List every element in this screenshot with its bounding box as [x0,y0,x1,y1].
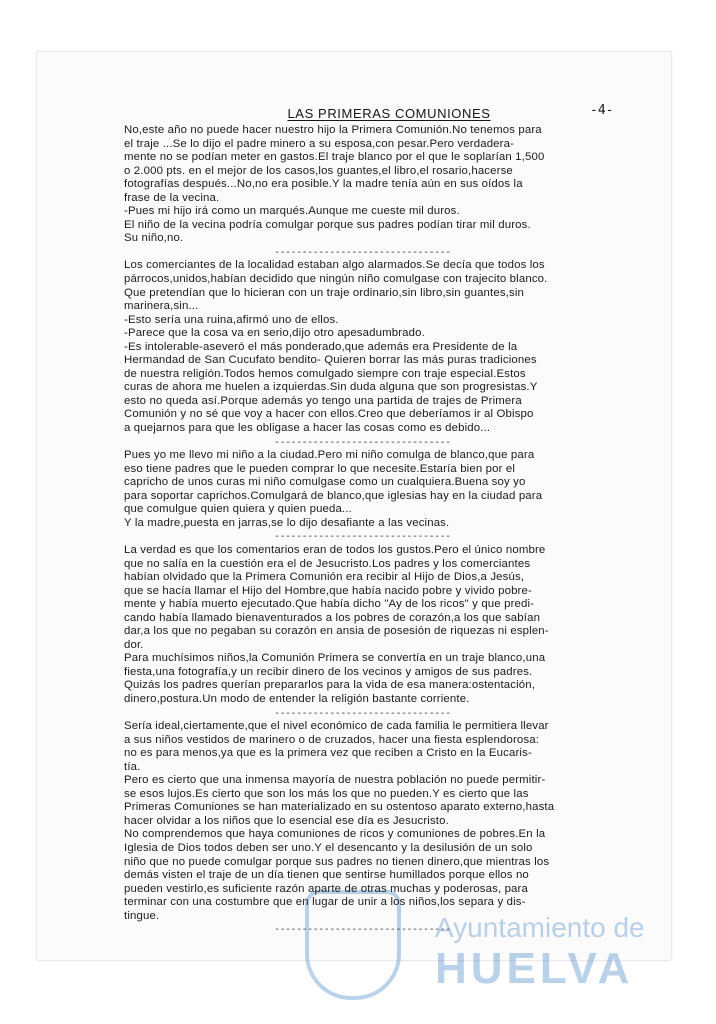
text-line: eso tiene padres que le pueden comprar lo que necesite.Estaría bien por el [124,462,516,475]
separator-dashes: -------------------------------- [274,707,451,719]
text-line: mente y había muerto ejecutado.Que había dicho "Ay de los ricos" y que predi- [124,598,535,611]
text-line: La verdad es que los comentarios eran de todos los gustos.Pero el único nombre [124,543,546,556]
text-line: a quejarnos para que les obligase a hacer las cosas como es debido... [124,422,491,435]
separator-dashes: -------------------------------- [274,924,451,936]
separator-dashes: -------------------------------- [274,246,451,258]
text-line: se esos lujos.Es cierto que son los más los que no pueden.Y es cierto que las [124,787,529,800]
text-line: tía. [124,760,141,773]
section-separator [124,530,670,544]
text-line: -Pues mi hijo irá como un marqués.Aunque me cueste mil duros. [124,205,460,218]
text-line: Pues yo me llevo mi niño a la ciudad.Pero mi niño comulga de blanco,que para [124,449,535,462]
text-line: Hermandad de San Cucufato bendito- Quieren borrar las más puras tradiciones [124,354,537,367]
text-line: marinera,sin... [124,300,199,313]
text-line: mente no se podían meter en gastos.El traje blanco por el que le soplarían 1,500 [124,151,545,164]
text-line: -Es intolerable-aseveró el más ponderado,que además era Presidente de la [124,340,518,353]
watermark-line-2: HUELVA [435,944,634,993]
text-line: curas de ahora me huelen a izquierdas.Sin duda alguna que son progresistas.Y [124,381,538,394]
text-line: el traje ...Se lo dijo el padre minero a su esposa,con pesar.Pero verdadera- [124,137,515,150]
text-line: Sería ideal,ciertamente,que el nivel económico de cada familia le permitiera llevar [124,720,549,733]
text-line: fiesta,una fotografía,y un recibir dinero de los vecinos y amigos de sus padres. [124,665,533,678]
text-line: Pero es cierto que una inmensa mayoría de nuestra población no puede permitir- [124,774,546,787]
text-line: Y la madre,puesta en jarras,se lo dijo desafiante a las vecinas. [124,516,450,529]
text-line: El niño de la vecina podría comulgar porque sus padres podían tirar mil duros. [124,218,531,231]
text-line: dar,a los que no pegaban su corazón en ansia de posesión de riquezas ni esplen- [124,625,549,638]
document-title: LAS PRIMERAS COMUNIONES [287,106,491,121]
text-line: Que pretendían que lo hicieran con un traje ordinario,sin libro,sin guantes,sin [124,286,525,299]
section-separator [124,707,670,721]
text-line: terminar con una costumbre que en lugar de unir a los niños,los separa y dis- [124,896,526,909]
watermark-line-1: Ayuntamiento de [435,912,645,943]
text-line: niño que no puede comulgar porque sus padres no tienen dinero,que mientras los [124,855,550,868]
text-line: Iglesia de Dios todos deben ser uno.Y el desencanto y la desilusión de un solo [124,841,533,854]
text-line: párrocos,unidos,habían decidido que ningún niño comulgase con trajecito blanco. [124,273,548,286]
text-line: frase de la vecina. [124,191,220,204]
text-line: demás visten el traje de un día tienen que sentirse humillados porque ellos no [124,869,529,882]
separator-dashes: -------------------------------- [274,531,451,543]
text-line: habían olvidado que la Primera Comunión era recibir al Hijo de Dios,a Jesús, [124,571,525,584]
document-body [124,124,670,937]
section-separator [124,436,670,450]
text-line: Primeras Comuniones se han materializado en su ostentoso aparato externo,hasta [124,801,555,814]
text-line: Para muchísimos niños,la Comunión Primera se convertía en un traje blanco,una [124,652,546,665]
text-line: capricho de unos curas mi niño comulgase como un cualquiera.Buena soy yo [124,476,526,489]
section-separator [124,246,670,260]
text-line: tingue. [124,909,160,922]
text-line: fotografías después...No,no era posible.Y la madre tenía aún en sus oídos la [124,178,523,191]
text-line: No,este año no puede hacer nuestro hijo la Primera Comunión.No tenemos para [124,124,542,136]
text-line: cando había llamado bienaventurados a los pobres de corazón,a los que sabían [124,611,541,624]
text-line: para soportar caprichos.Comulgará de blanco,que iglesias hay en la ciudad para [124,489,543,502]
text-line: pueden vestirlo,es suficiente razón aparte de otras muchas y poderosas, para [124,882,528,895]
section-separator [124,923,670,937]
text-line: No comprendemos que haya comuniones de ricos y comuniones de pobres.En la [124,828,546,841]
page-number: -4- [590,103,614,118]
text-line: Su niño,no. [124,232,184,245]
text-line: -Esto sería una ruina,afirmó uno de ellos. [124,313,339,326]
text-line: Los comerciantes de la localidad estaban algo alarmados.Se decía que todos los [124,259,545,272]
text-line: que no salía en la cuestión era el de Jesucristo.Los padres y los comerciantes [124,557,531,570]
text-line: dor. [124,638,144,651]
text-line: o 2.000 pts. en el mejor de los casos,los guantes,el libro,el rosario,hacerse [124,164,513,177]
text-line: que se hacía llamar el Hijo del Hombre,que había nacido pobre y vivido pobre- [124,584,532,597]
text-line: Comunión y no sé que voy a hacer con ellos.Creo que deberíamos ir al Obispo [124,408,534,421]
text-line: esto no queda así.Porque además yo tengo una partida de trajes de Primera [124,394,522,407]
text-line: dinero,postura.Un modo de entender la religión bastante corriente. [124,692,470,705]
text-line: hacer olvidar a los niños que lo esencial ese día es Jesucristo. [124,814,449,827]
text-line: de nuestra religión.Todos hemos comulgado siempre con traje especial.Estos [124,367,526,380]
text-line: a sus niños vestidos de marinero o de cruzados, hacer una fiesta esplendorosa: [124,733,540,746]
text-line: que comulgue quien quiera y quien pueda... [124,503,352,516]
text-line: no es para menos,ya que es la primera vez que reciben a Cristo en la Eucaris- [124,747,532,760]
text-line: -Parece que la cosa va en serio,dijo otro apesadumbrado. [124,327,425,340]
separator-dashes: -------------------------------- [274,436,451,448]
text-line: Quizás los padres querían prepararlos para la vida de esa manera:ostentación, [124,679,536,692]
